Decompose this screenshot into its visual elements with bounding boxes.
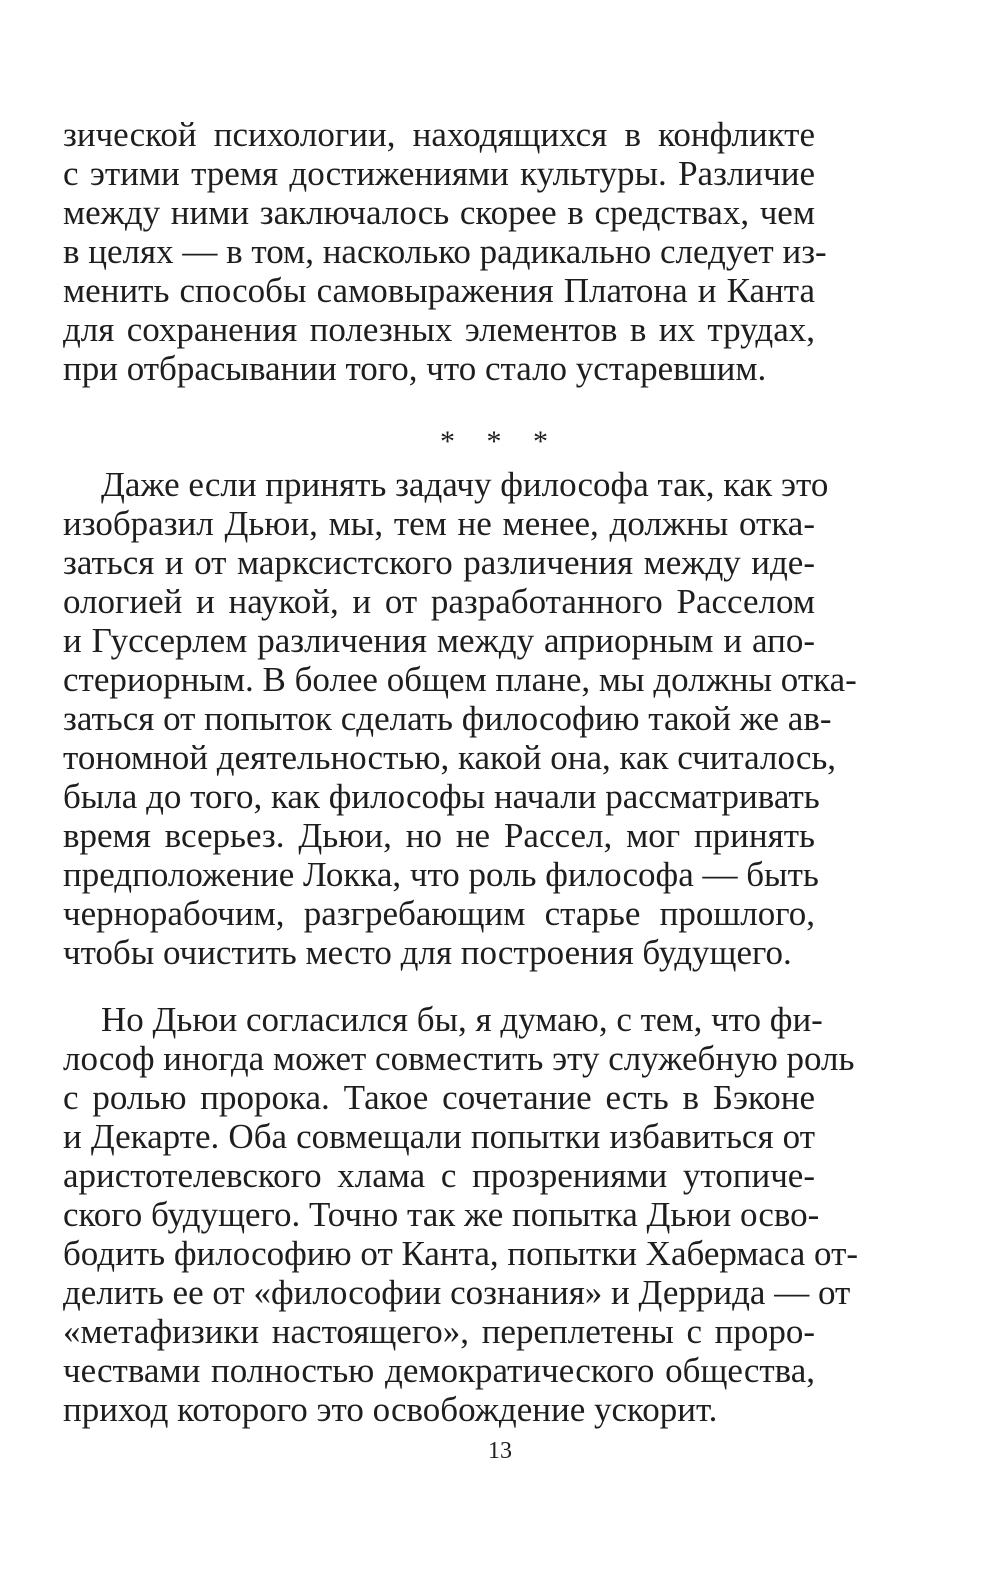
text-line: и Декарте. Оба совмещали попытки избавиться от: [63, 1117, 815, 1156]
text-line: ологией и наукой, и от разработанного Расселом: [63, 582, 815, 621]
text-line: предположение Локка, что роль философа — быть: [63, 855, 819, 894]
text-line: с этими тремя достижениями культуры. Различие: [63, 154, 815, 193]
text-line: лософ иногда может совместить эту служебную роль: [63, 1039, 855, 1078]
paragraph-2: [63, 465, 857, 972]
text-line: аристотелевского хлама с прозрениями утопиче-: [63, 1156, 815, 1195]
text-line: при отбрасывании того, что стало устаревшим.: [63, 349, 767, 388]
text-line: делить ее от «философии сознания» и Деррида — от: [63, 1273, 851, 1312]
text-line: время всерьез. Дьюи, но не Рассел, мог принять: [63, 816, 815, 855]
text-line: и Гуссерлем различения между априорным и апо-: [63, 621, 815, 660]
text-line: для сохранения полезных элементов в их трудах,: [63, 310, 815, 349]
text-line: чествами полностью демократического общества,: [63, 1351, 815, 1390]
text-line: бодить философию от Канта, попытки Хабермаса от-: [63, 1234, 859, 1273]
text-line: Но Дьюи согласился бы, я думаю, с тем, что фи-: [101, 1000, 823, 1039]
paragraph-3: [63, 1000, 859, 1429]
text-line: «метафизики настоящего», переплетены с проро-: [63, 1312, 815, 1351]
text-line: менить способы самовыражения Платона и Канта: [63, 271, 815, 310]
text-line: в целях — в том, насколько радикально следует из-: [63, 232, 827, 271]
text-line: чтобы очистить место для построения будущего.: [63, 933, 792, 972]
text-line: Даже если принять задачу философа так, как это: [101, 465, 829, 504]
text-line: изобразил Дьюи, мы, тем не менее, должны отка-: [63, 504, 815, 543]
text-line: заться и от марксистского различения между иде-: [63, 543, 815, 582]
paragraph-1: [63, 115, 827, 388]
section-separator: * * *: [440, 425, 560, 458]
text-line: была до того, как философы начали рассматривать: [63, 777, 820, 816]
text-line: тономной деятельностью, какой она, как считалось,: [63, 738, 837, 777]
text-line: с ролью пророка. Такое сочетание есть в Бэконе: [63, 1078, 815, 1117]
text-line: между ними заключалось скорее в средствах, чем: [63, 193, 815, 232]
text-line: приход которого это освобождение ускорит.: [63, 1390, 718, 1429]
text-line: заться от попыток сделать философию такой же ав-: [63, 699, 832, 738]
text-line: ского будущего. Точно так же попытка Дьюи осво-: [63, 1195, 820, 1234]
text-line: стериорным. В более общем плане, мы должны отка-: [63, 660, 857, 699]
text-line: чернорабочим, разгребающим старье прошлого,: [63, 894, 815, 933]
page-number: 13: [488, 1438, 512, 1464]
text-line: зической психологии, находящихся в конфликте: [63, 115, 815, 154]
